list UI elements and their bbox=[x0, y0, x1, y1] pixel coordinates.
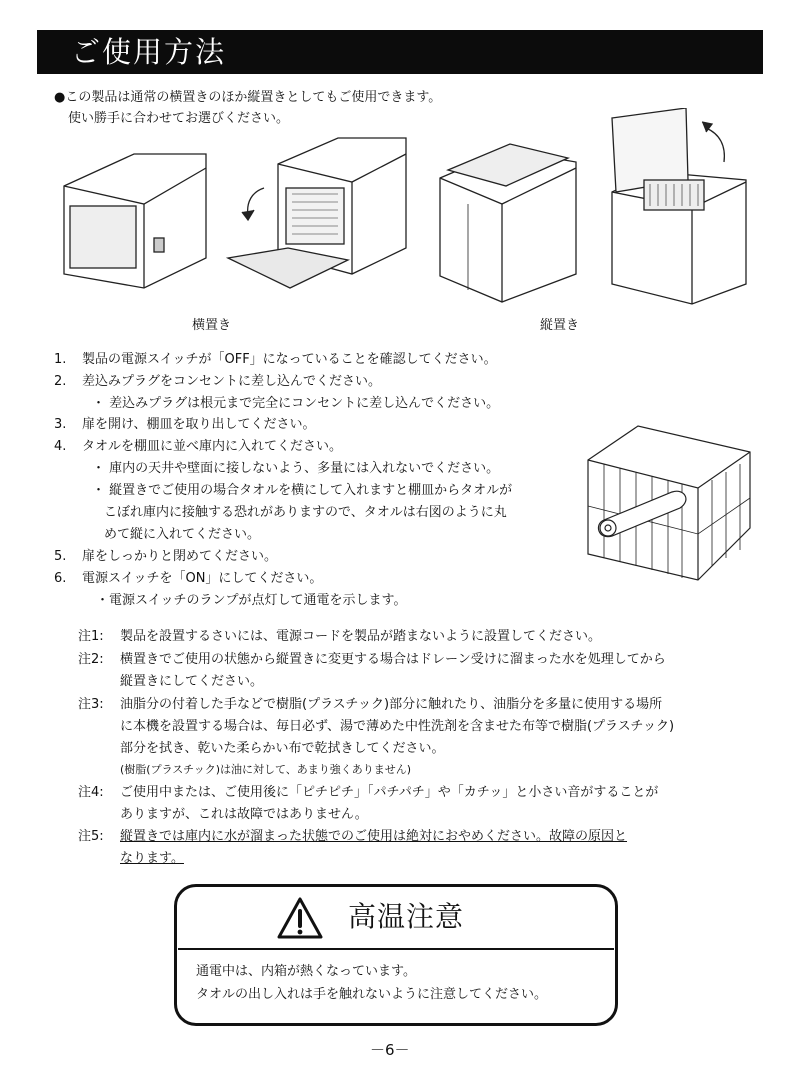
note-3-line-4: (樹脂(プラスチック)は油に対して、あまり強くありません) bbox=[120, 763, 412, 776]
horizontal-unit-open bbox=[228, 138, 406, 288]
step-6-num: 6. bbox=[54, 571, 67, 586]
lift-arrow-icon bbox=[706, 128, 724, 162]
label-horizontal: 横置き bbox=[192, 318, 232, 333]
step-5-num: 5. bbox=[54, 549, 67, 564]
note-4-label: 注4: bbox=[78, 785, 104, 800]
note-5-line-1: 縦置きでは庫内に水が溜まった状態でのご使用は絶対におやめください。故障の原因と bbox=[120, 829, 628, 844]
warning-line-1: 通電中は、内箱が熱くなっています。 bbox=[196, 964, 416, 979]
warning-line-2: タオルの出し入れは手を触れないように注意してください。 bbox=[196, 987, 548, 1002]
note-3-line-1: 油脂分の付着した手などで樹脂(プラスチック)部分に触れたり、油脂分を多量に使用する場所 bbox=[120, 697, 663, 712]
warning-divider bbox=[178, 948, 614, 950]
note-5-line-2: なります。 bbox=[120, 851, 184, 866]
note-3-line-2: に本機を設置する場合は、毎日必ず、湯で薄めた中性洗剤を含ませた布等で樹脂(プラスチック) bbox=[120, 719, 675, 734]
note-1-line-1: 製品を設置するさいには、電源コードを製品が踏まないように設置してください。 bbox=[120, 629, 602, 644]
step-4-num: 4. bbox=[54, 439, 67, 454]
note-3-label: 注3: bbox=[78, 697, 104, 712]
towel-basket-illustration bbox=[580, 416, 752, 586]
step-1-num: 1. bbox=[54, 352, 67, 367]
step-6-sub: ・電源スイッチのランプが点灯して通電を示します。 bbox=[96, 593, 407, 608]
page-number: －6－ bbox=[370, 1041, 410, 1059]
vertical-unit-open bbox=[612, 108, 746, 304]
horizontal-unit-closed bbox=[64, 154, 206, 288]
step-4-sub-2: ・ 縦置きでご使用の場合タオルを横にして入れますと棚皿からタオルが bbox=[92, 483, 513, 498]
vertical-unit-closed bbox=[440, 144, 576, 302]
note-5-label: 注5: bbox=[78, 829, 104, 844]
note-2-label: 注2: bbox=[78, 652, 104, 667]
step-5-text: 扉をしっかりと閉めてください。 bbox=[82, 549, 278, 564]
warning-title: 高温注意 bbox=[348, 900, 465, 933]
step-4-text: タオルを棚皿に並べ庫内に入れてください。 bbox=[82, 439, 343, 454]
step-4-sub-1: ・ 庫内の天井や壁面に接しないよう、多量には入れないでください。 bbox=[92, 461, 500, 476]
step-2-text: 差込みプラグをコンセントに差し込んでください。 bbox=[82, 374, 382, 389]
warning-triangle-icon bbox=[276, 896, 324, 940]
intro-line-2: 使い勝手に合わせてお選びください。 bbox=[68, 111, 290, 126]
step-3-num: 3. bbox=[54, 417, 67, 432]
step-4-sub-4: めて縦に入れてください。 bbox=[104, 527, 261, 542]
note-4-line-2: ありますが、これは故障ではありません。 bbox=[120, 807, 368, 822]
step-2-sub: ・ 差込みプラグは根元まで完全にコンセントに差し込んでください。 bbox=[92, 396, 500, 411]
note-4-line-1: ご使用中または、ご使用後に「ピチピチ」「パチパチ」や「カチッ」と小さい音がすることが bbox=[120, 785, 659, 800]
usage-illustrations bbox=[56, 108, 766, 320]
section-header bbox=[37, 30, 763, 74]
intro-line-1: ●この製品は通常の横置きのほか縦置きとしてもご使用できます。 bbox=[54, 90, 442, 105]
note-2-line-2: 縦置きにしてください。 bbox=[120, 674, 264, 689]
label-vertical: 縦置き bbox=[540, 318, 580, 333]
step-1-text: 製品の電源スイッチが「OFF」になっていることを確認してください。 bbox=[82, 352, 497, 367]
note-2-line-1: 横置きでご使用の状態から縦置きに変更する場合はドレーン受けに溜まった水を処理してから bbox=[120, 652, 666, 667]
note-1-label: 注1: bbox=[78, 629, 104, 644]
step-2-num: 2. bbox=[54, 374, 67, 389]
step-4-sub-3: こぼれ庫内に接触する恐れがありますので、タオルは右図のように丸 bbox=[104, 505, 507, 520]
step-3-text: 扉を開け、棚皿を取り出してください。 bbox=[82, 417, 316, 432]
step-6-text: 電源スイッチを「ON」にしてください。 bbox=[82, 571, 323, 586]
section-title: ご使用方法 bbox=[71, 35, 227, 69]
note-3-line-3: 部分を拭き、乾いた柔らかい布で乾拭きしてください。 bbox=[120, 741, 445, 756]
rolled-towel-icon bbox=[598, 491, 685, 536]
